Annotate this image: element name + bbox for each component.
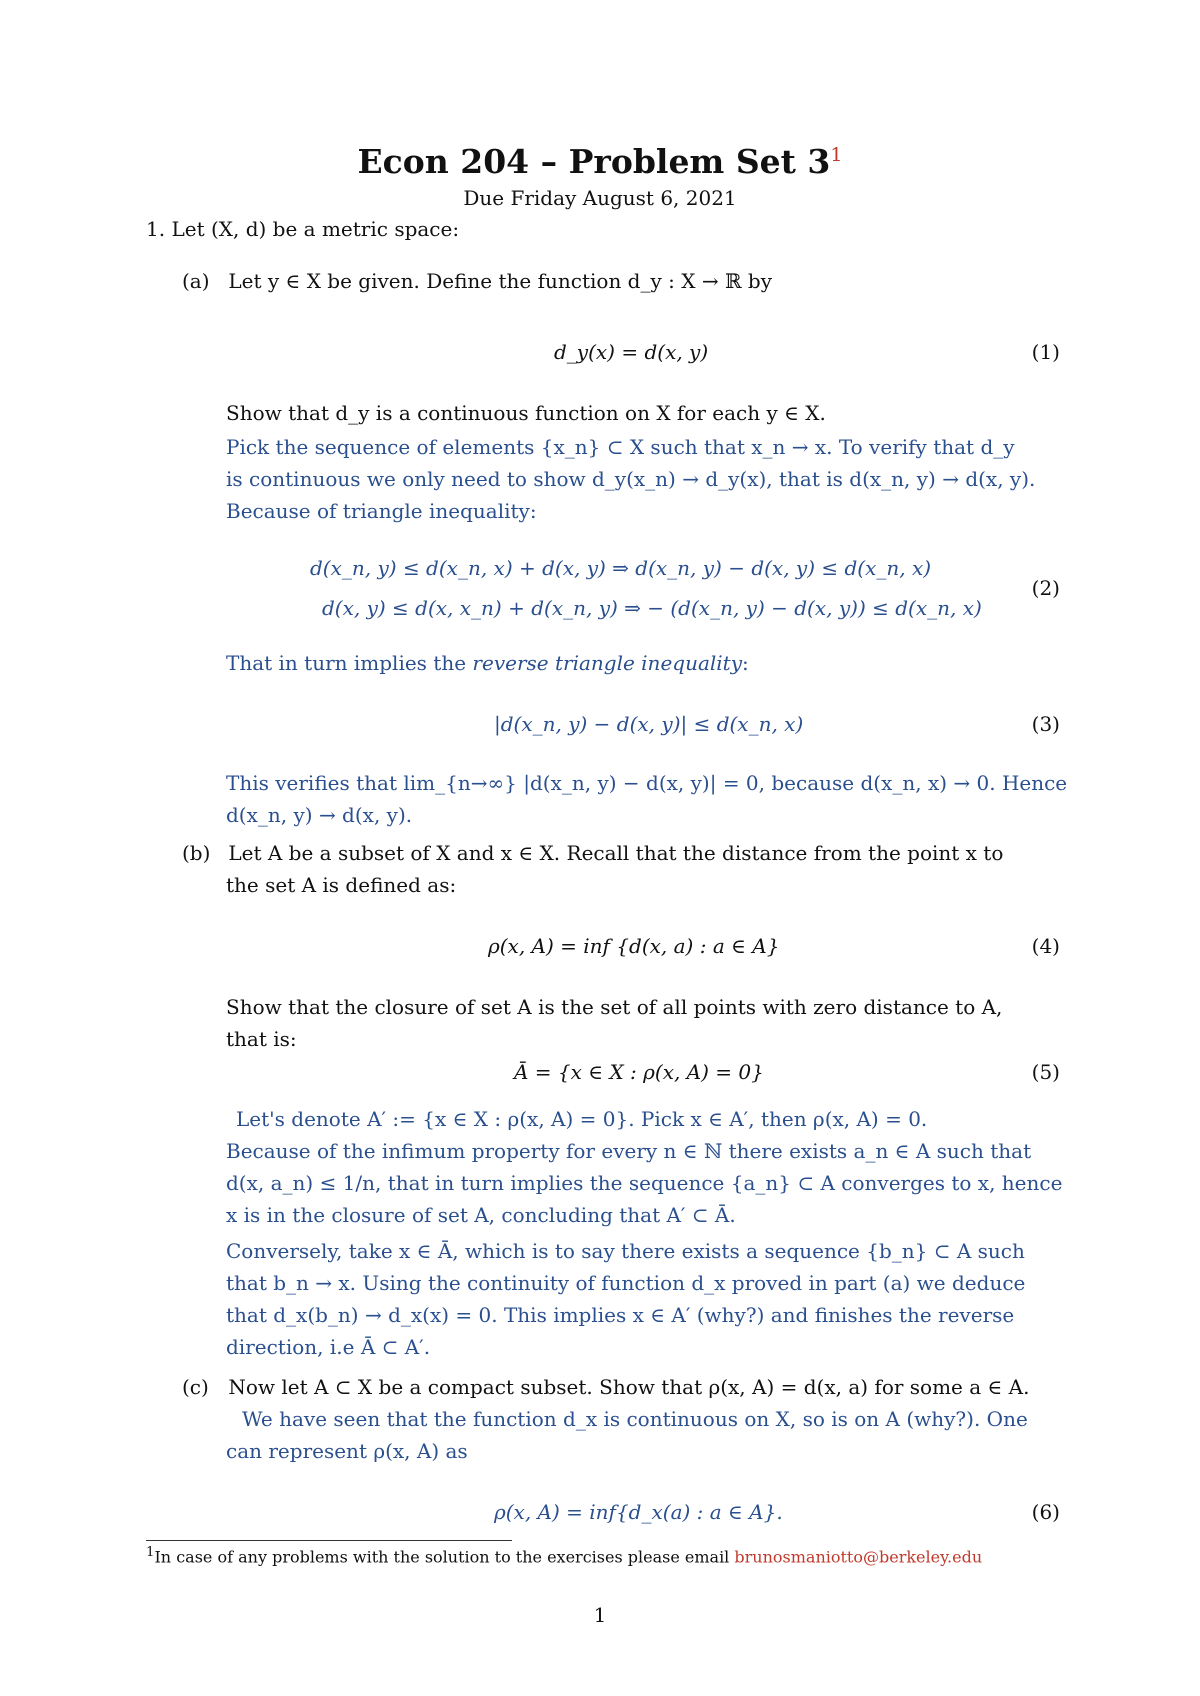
footnote-email-link[interactable]: brunosmaniotto@berkeley.edu	[734, 1547, 983, 1567]
part-c-text-line	[182, 1374, 1029, 1400]
problem-1-label: 1.	[146, 217, 166, 241]
equation-6-number: (6)	[1031, 1500, 1060, 1524]
part-b-text-line-1	[182, 840, 1003, 866]
part-b-solution-line-8: direction, i.e Ā ⊂ A′.	[226, 1335, 431, 1359]
part-a-question: Show that d_y is a continuous function on X for each y ∈ X.	[226, 401, 826, 425]
problem-1-intro-text: Let (X, d) be a metric space:	[171, 217, 460, 241]
part-b-solution-line-2: Because of the infimum property for every n ∈ ℕ there exists a_n ∈ A such that	[226, 1139, 1032, 1163]
equation-3-number: (3)	[1031, 712, 1060, 736]
equation-2-line-1: d(x_n, y) ≤ d(x_n, x) + d(x, y) ⇒ d(x_n, y) − d(x, y) ≤ d(x_n, x)	[310, 556, 932, 580]
page-number: 1	[593, 1603, 607, 1627]
footnote	[146, 1545, 982, 1566]
part-a-solution-line-4	[226, 650, 749, 676]
part-b-solution-line-7: that d_x(b_n) → d_x(x) = 0. This implies x ∈ A′ (why?) and finishes the reverse	[226, 1303, 1015, 1327]
part-b-label: (b)	[182, 841, 211, 865]
title-text: Econ 204 – Problem Set 3	[357, 142, 831, 181]
part-a-text-line	[182, 268, 772, 294]
part-b-question-line-2: that is:	[226, 1027, 297, 1051]
footnote-rule	[146, 1540, 512, 1541]
due-date: Due Friday August 6, 2021	[463, 186, 737, 210]
part-c-solution-line-1: We have seen that the function d_x is continuous on X, so is on A (why?). One	[242, 1407, 1028, 1431]
equation-5: Ā = {x ∈ X : ρ(x, A) = 0}	[514, 1060, 764, 1084]
footnote-text: In case of any problems with the solution to the exercises please email	[154, 1547, 735, 1567]
part-a-text: Let y ∈ X be given. Define the function d_y : X → ℝ by	[228, 269, 773, 293]
equation-2-number: (2)	[1031, 576, 1060, 600]
equation-1-number: (1)	[1031, 340, 1060, 364]
footnote-mark: 1	[146, 1545, 155, 1560]
equation-5-number: (5)	[1031, 1060, 1060, 1084]
part-a-solution-line-6: d(x_n, y) → d(x, y).	[226, 803, 413, 827]
part-b-solution-line-3: d(x, a_n) ≤ 1/n, that in turn implies the sequence {a_n} ⊂ A converges to x, hence	[226, 1171, 1063, 1195]
sol-line-4-suffix: :	[742, 651, 749, 675]
part-c-label: (c)	[182, 1375, 209, 1399]
part-b-question-line-1: Show that the closure of set A is the set of all points with zero distance to A,	[226, 995, 1003, 1019]
part-c-text: Now let A ⊂ X be a compact subset. Show that ρ(x, A) = d(x, a) for some a ∈ A.	[228, 1375, 1030, 1399]
part-b-solution-line-6: that b_n → x. Using the continuity of function d_x proved in part (a) we deduce	[226, 1271, 1026, 1295]
equation-1: d_y(x) = d(x, y)	[554, 340, 709, 364]
part-a-solution-line-5: This verifies that lim_{n→∞} |d(x_n, y) − d(x, y)| = 0, because d(x_n, x) → 0. Hence	[226, 771, 1068, 795]
part-a-solution-line-2: is continuous we only need to show d_y(x_n) → d_y(x), that is d(x_n, y) → d(x, y).	[226, 467, 1036, 491]
part-b-solution-line-1: Let's denote A′ := {x ∈ X : ρ(x, A) = 0}. Pick x ∈ A′, then ρ(x, A) = 0.	[236, 1107, 928, 1131]
sol-line-4-prefix: That in turn implies the	[226, 651, 473, 675]
page-title	[0, 142, 1200, 181]
title-footnote-mark[interactable]: 1	[830, 144, 843, 166]
equation-2-line-2: d(x, y) ≤ d(x, x_n) + d(x_n, y) ⇒ − (d(x_n, y) − d(x, y)) ≤ d(x_n, x)	[322, 596, 982, 620]
part-a-solution-line-1: Pick the sequence of elements {x_n} ⊂ X such that x_n → x. To verify that d_y	[226, 435, 1015, 459]
equation-3: |d(x_n, y) − d(x, y)| ≤ d(x_n, x)	[494, 712, 804, 736]
part-a-label: (a)	[182, 269, 210, 293]
part-c-solution-line-2: can represent ρ(x, A) as	[226, 1439, 468, 1463]
part-b-text-line-2: the set A is defined as:	[226, 873, 457, 897]
equation-4: ρ(x, A) = inf {d(x, a) : a ∈ A}	[488, 934, 780, 958]
part-b-solution-line-4: x is in the closure of set A, concluding that A′ ⊂ Ā.	[226, 1203, 736, 1227]
sol-line-4-emphasis: reverse triangle inequality	[472, 651, 743, 675]
equation-4-number: (4)	[1031, 934, 1060, 958]
part-b-solution-line-5: Conversely, take x ∈ Ā, which is to say there exists a sequence {b_n} ⊂ A such	[226, 1239, 1025, 1263]
problem-1-intro	[146, 216, 459, 242]
part-a-solution-line-3: Because of triangle inequality:	[226, 499, 537, 523]
part-b-text-1: Let A be a subset of X and x ∈ X. Recall that the distance from the point x to	[228, 841, 1004, 865]
equation-6: ρ(x, A) = inf{d_x(a) : a ∈ A}.	[494, 1500, 783, 1524]
